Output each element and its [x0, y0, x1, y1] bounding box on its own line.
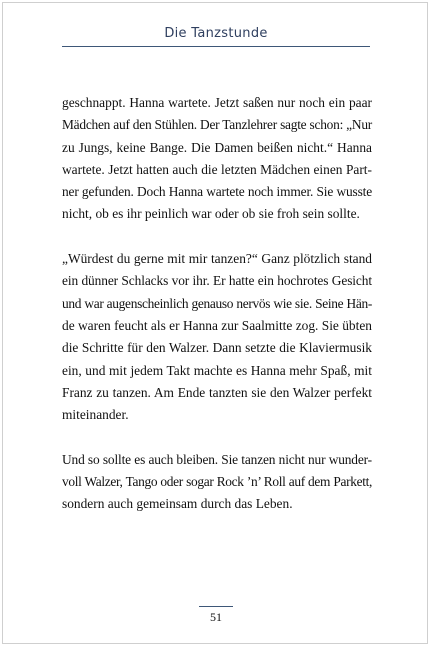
- text-line: ein dünner Schlacks vor ihr. Er hatte ein hochrotes Gesicht: [62, 273, 372, 289]
- text-line: ein, und mit jedem Takt machte es Hanna mehr Spaß, mit: [62, 362, 372, 378]
- paragraph-2: [62, 248, 372, 426]
- header-rule: [62, 46, 370, 47]
- paragraph-3: [62, 449, 372, 516]
- text-line: geschnappt. Hanna wartete. Jetzt saßen nur noch ein paar: [62, 95, 372, 110]
- text-line: Franz zu tanzen. Am Ende tanzten sie den Walzer perfekt: [62, 384, 372, 400]
- text-line: Und so sollte es auch bleiben. Sie tanzen nicht nur wunder-: [62, 451, 372, 467]
- text-line: ner gefunden. Doch Hanna wartete noch immer. Sie wusste: [62, 184, 372, 200]
- page-number: 51: [210, 610, 222, 624]
- paragraph-1: [62, 92, 372, 226]
- text-line: und war augenscheinlich genauso nervös wie sie. Seine Hän-: [62, 295, 372, 311]
- text-line: Mädchen auf den Stühlen. Der Tanzlehrer sagte schon: „Nur: [62, 117, 372, 133]
- text-line: de waren feucht als er Hanna zur Saalmitte zog. Sie übten: [62, 317, 372, 333]
- text-line: voll Walzer, Tango oder sogar Rock ’n’ Roll auf dem Parkett,: [62, 474, 372, 490]
- text-line: „Würdest du gerne mit mir tanzen?“ Ganz plötzlich stand: [62, 251, 372, 267]
- text-line: zu Jungs, keine Bange. Die Damen beißen nicht.“ Hanna: [62, 139, 372, 155]
- footer-rule: [199, 606, 233, 607]
- text-line: nicht, ob es ihr peinlich war oder ob sie froh sein sollte.: [62, 206, 360, 222]
- text-line: miteinander.: [62, 407, 129, 423]
- text-line: wartete. Jetzt hatten auch die letzten Mädchen einen Part-: [62, 161, 372, 177]
- text-line: die Schritte für den Walzer. Dann setzte die Klaviermusik: [62, 340, 372, 356]
- running-head-title: Die Tanzstunde: [164, 26, 268, 41]
- text-line: sondern auch gemeinsam durch das Leben.: [62, 496, 293, 512]
- story-text: [62, 92, 372, 538]
